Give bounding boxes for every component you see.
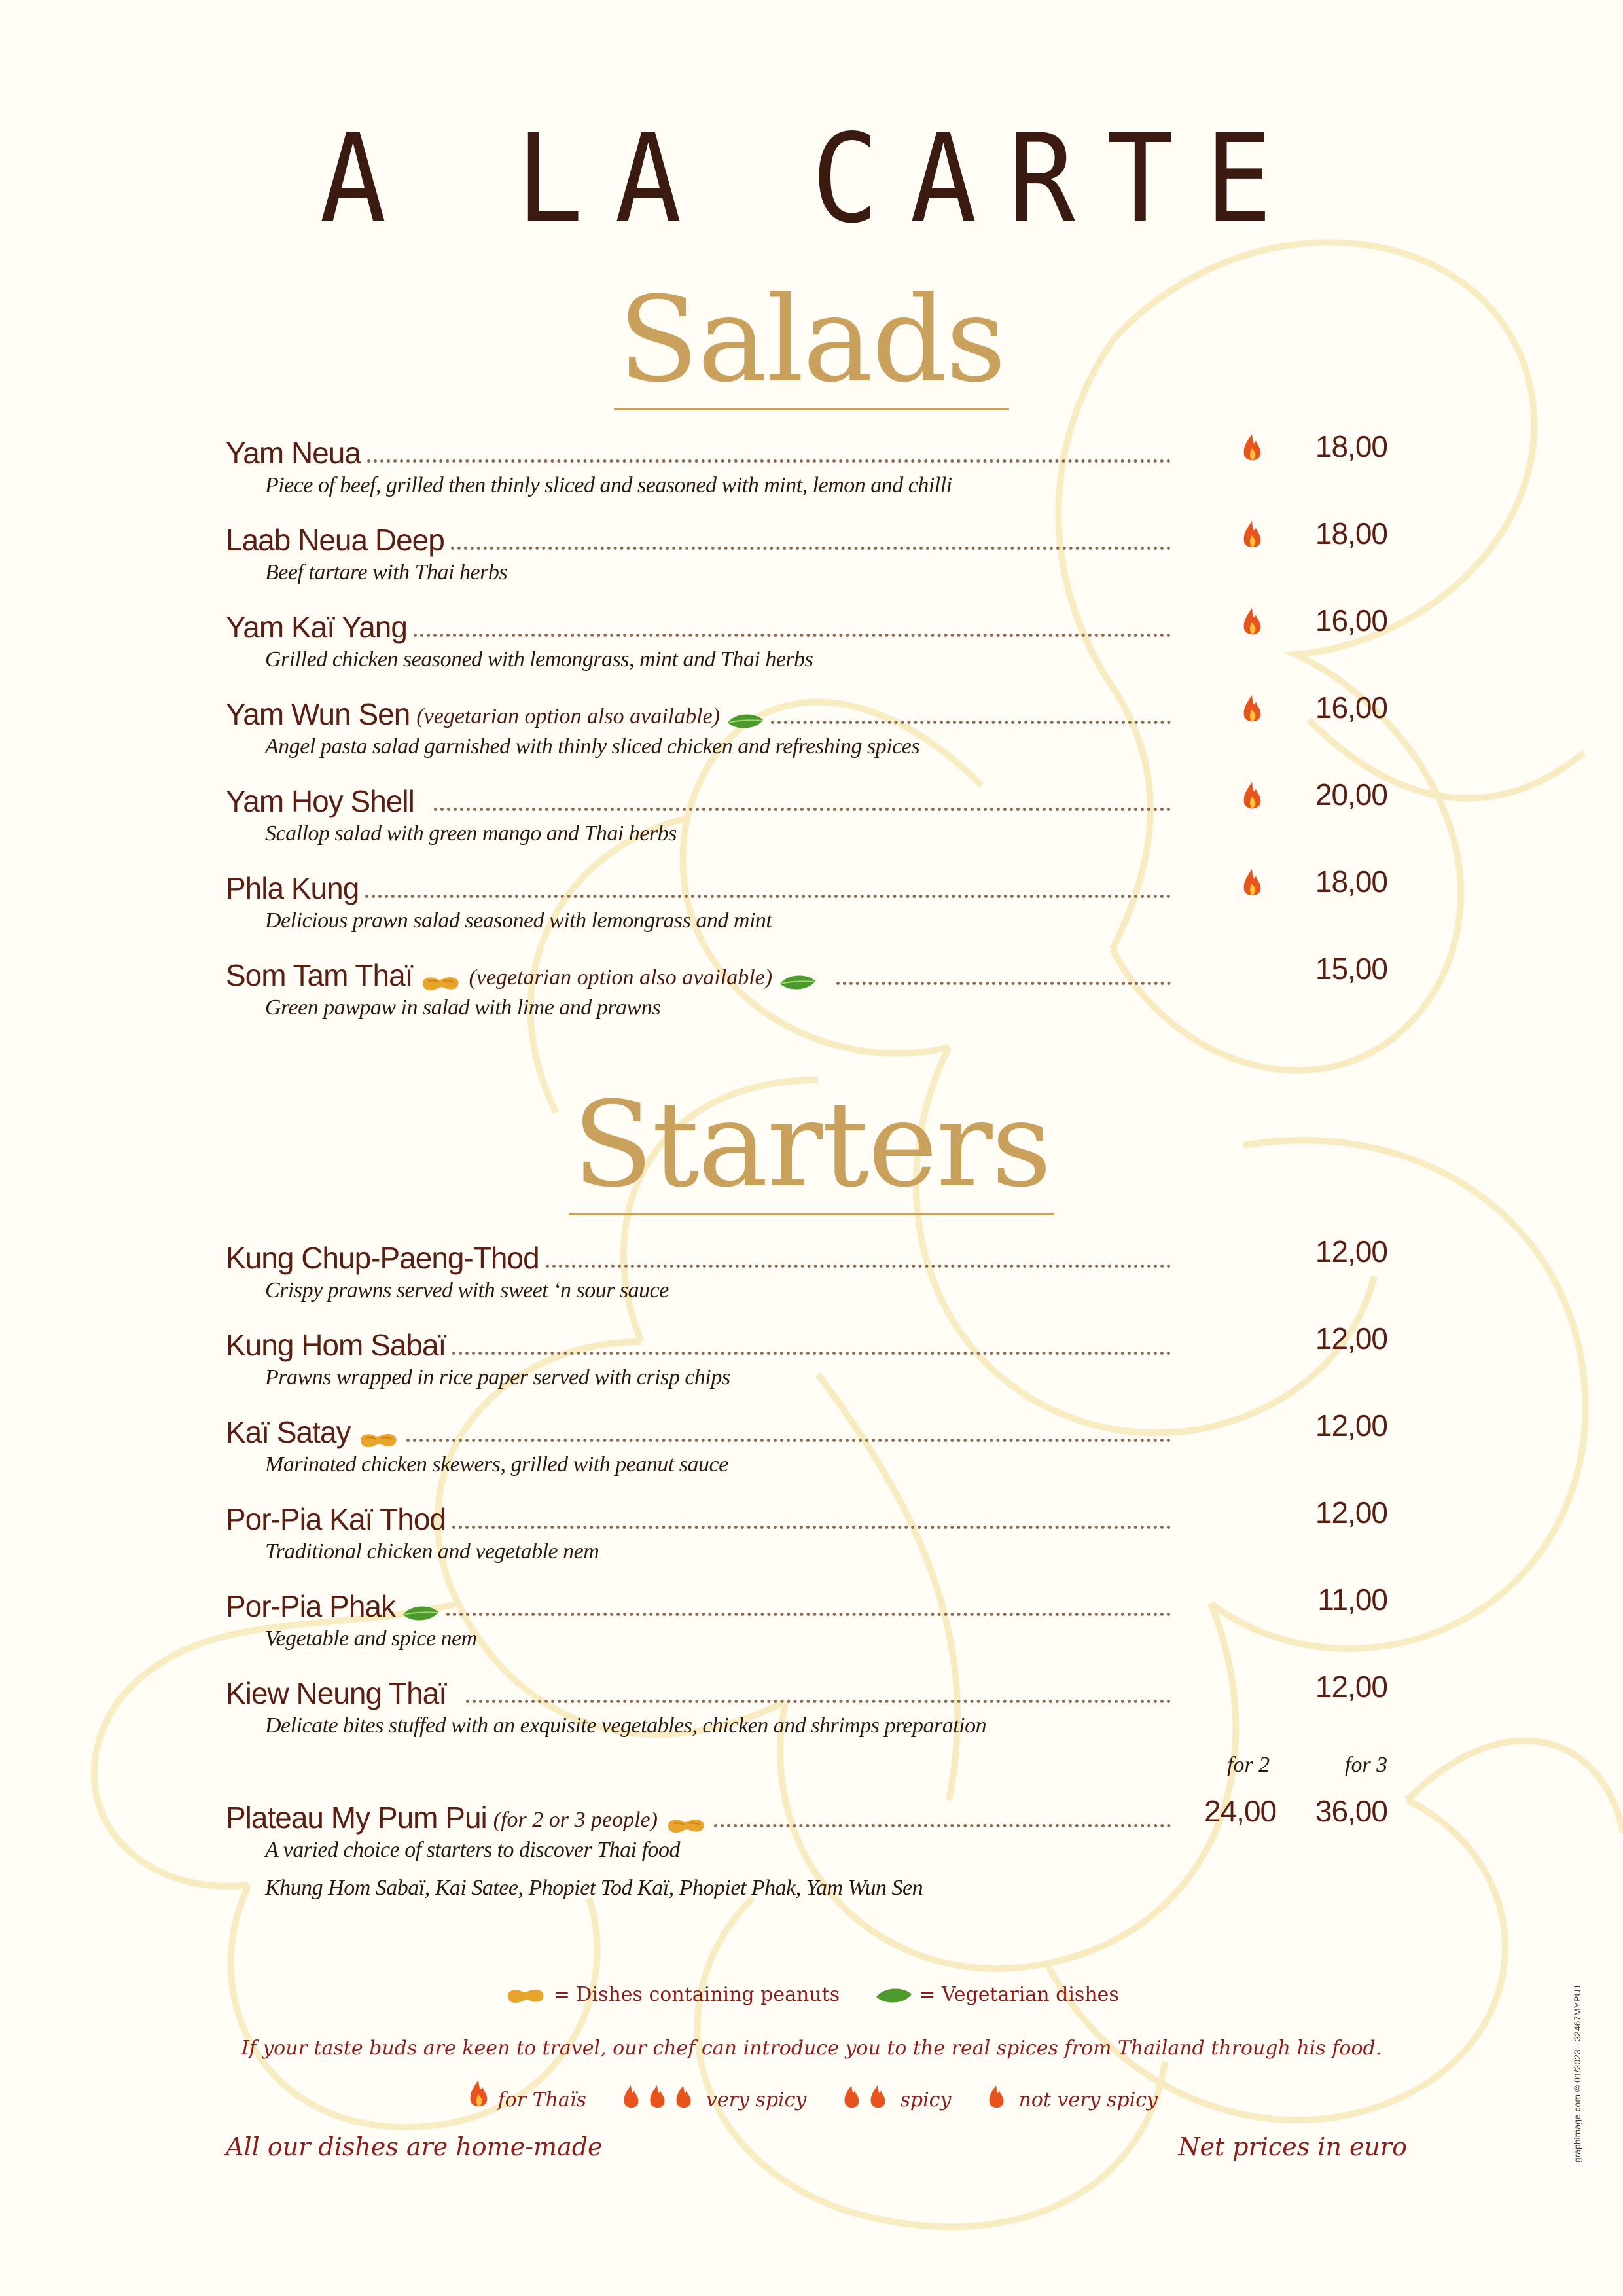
item-name: Yam Kaï Yang [226,610,407,644]
item-name: Por-Pia Kaï Thod [226,1502,446,1536]
item-price: 18,00 [1315,429,1387,463]
legend-peanuts: = Dishes containing peanuts [553,1983,840,2006]
item-name: Por-Pia Phak [226,1589,396,1623]
menu-item-kung-hom-sabai [226,1321,1387,1406]
item-price: 16,00 [1315,691,1387,725]
item-description: Piece of beef, grilled then thinly sliced and seasoned with mint, lemon and chilli [265,473,952,497]
item-name: Kiew Neung Thaï [226,1676,447,1710]
peanut-icon [419,973,462,993]
dot-leader [451,547,1171,550]
item-description: Crispy prawns served with sweet ‘n sour sauce [265,1278,669,1302]
dot-leader [414,634,1171,637]
footer-net-prices: Net prices in euro [1178,2132,1407,2161]
item-price-for-2: 24,00 [1204,1794,1277,1828]
legend-very-spicy: very spicy [705,2089,807,2111]
item-description: Grilled chicken seasoned with lemongrass, mint and Thai herbs [265,647,813,672]
item-description: Prawns wrapped in rice paper served with crisp chips [265,1365,730,1390]
dot-leader [771,721,1171,724]
item-name: Kung Hom Sabaï [226,1328,446,1362]
dot-leader [406,1439,1171,1442]
footer-homemade: All our dishes are home-made [226,2132,603,2161]
two-chili-icon [842,2084,894,2111]
dot-leader [452,1526,1171,1529]
dot-leader [546,1265,1171,1268]
item-description: A varied choice of starters to discover Thai food [265,1838,681,1862]
dot-leader [365,895,1171,898]
menu-item-laab-neua-deep [226,516,1387,601]
legend-icons [0,1983,1623,2006]
item-price: 12,00 [1315,1496,1387,1530]
item-description: Delicate bites stuffed with an exquisite vegetables, chicken and shrimps preparation [265,1713,987,1738]
item-price: 12,00 [1315,1234,1387,1268]
page-title: A LA CARTE [319,108,1304,251]
item-note: (vegetarian option also available) [416,704,720,728]
menu-item-phla-kung [226,864,1387,949]
item-price: 18,00 [1315,516,1387,550]
menu-item-kai-satay [226,1408,1387,1493]
menu-item-yam-neua [226,429,1387,514]
legend-spicy: spicy [900,2089,952,2111]
item-description: Delicious prawn salad seasoned with lemongrass and mint [265,908,772,933]
peanut-icon [664,1816,707,1835]
dot-leader [466,1700,1171,1703]
item-name: Yam Hoy Shell [226,784,414,818]
leaf-icon [875,1985,913,2006]
leaf-icon [779,972,817,993]
item-name: Yam Wun Sen [226,697,410,731]
dot-leader [367,459,1171,463]
item-name: Kung Chup-Paeng-Thod [226,1241,539,1275]
item-price: 20,00 [1315,778,1387,812]
three-chili-icon [621,2084,700,2111]
legend-for-thais: for Thaïs [497,2089,586,2111]
item-name: Laab Neua Deep [226,523,444,557]
item-name: Yam Neua [226,436,361,470]
item-price-for-3: 36,00 [1315,1794,1387,1828]
item-name: Som Tam Thaï [226,958,413,992]
item-description: Green pawpaw in salad with lime and prawns [265,996,660,1020]
menu-item-kiew-neung-thai [226,1669,1387,1754]
menu-item-plateau-my-pum-pui [226,1793,1387,1918]
chili-icon [1240,868,1264,901]
dot-leader [446,1613,1171,1616]
side-credit: graphimage.com © 01/2023 - 32467MYPU1 [1572,1984,1582,2163]
one-chili-icon [986,2084,1012,2111]
item-price: 16,00 [1315,603,1387,637]
menu-item-por-pia-phak [226,1582,1387,1667]
section-title-salads: Salads [0,272,1623,410]
item-note: (for 2 or 3 people) [493,1808,658,1832]
leaf-icon [726,711,764,732]
menu-item-yam-wun-sen [226,690,1387,775]
chili-icon [465,2079,491,2111]
menu-item-kung-chup-paeng-thod [226,1234,1387,1319]
item-name: Phla Kung [226,871,359,905]
item-price: 18,00 [1315,865,1387,899]
dot-leader [434,808,1171,811]
for-3-label: for 3 [1345,1753,1388,1777]
legend-taste-text: If your taste buds are keen to travel, our chef can introduce you to the real spices from Thailand through his food. [241,2037,1382,2060]
menu-item-yam-hoy-shell [226,777,1387,862]
item-price: 12,00 [1315,1408,1387,1443]
dot-leader [714,1824,1171,1827]
item-description: Traditional chicken and vegetable nem [265,1539,599,1564]
dot-leader [452,1352,1171,1355]
item-price: 11,00 [1317,1583,1387,1617]
menu-item-por-pia-kai-thod [226,1495,1387,1580]
legend-spice-levels [0,2079,1623,2111]
item-description: Marinated chicken skewers, grilled with peanut sauce [265,1452,728,1477]
chili-icon [1240,694,1264,726]
item-description-detail: Khung Hom Sabaï, Kai Satee, Phopiet Tod Kaï, Phopiet Phak, Yam Wun Sen [265,1876,923,1900]
item-note: (vegetarian option also available) [469,965,773,990]
item-price: 12,00 [1315,1321,1387,1355]
peanut-icon [504,1986,547,2005]
for-2-label: for 2 [1227,1753,1270,1777]
peanut-icon [357,1430,400,1450]
dot-leader [836,982,1171,985]
section-title-starters: Starters [0,1077,1623,1215]
legend-not-very-spicy: not very spicy [1018,2089,1158,2111]
item-description: Scallop salad with green mango and Thai herbs [265,821,677,846]
chili-icon [1240,433,1264,465]
item-description: Angel pasta salad garnished with thinly sliced chicken and refreshing spices [265,734,920,759]
item-name: Plateau My Pum Pui [226,1801,487,1835]
item-description: Vegetable and spice nem [265,1626,477,1651]
chili-icon [1240,607,1264,639]
menu-item-som-tam-thai [226,951,1387,1036]
item-name: Kaï Satay [226,1415,351,1449]
item-price: 12,00 [1315,1670,1387,1704]
item-price: 15,00 [1315,952,1387,986]
leaf-icon [402,1603,440,1624]
chili-icon [1240,781,1264,814]
legend-vegetarian: = Vegetarian dishes [919,1983,1119,2006]
chili-icon [1240,520,1264,552]
item-description: Beef tartare with Thai herbs [265,560,508,584]
menu-item-yam-kai-yang [226,603,1387,688]
